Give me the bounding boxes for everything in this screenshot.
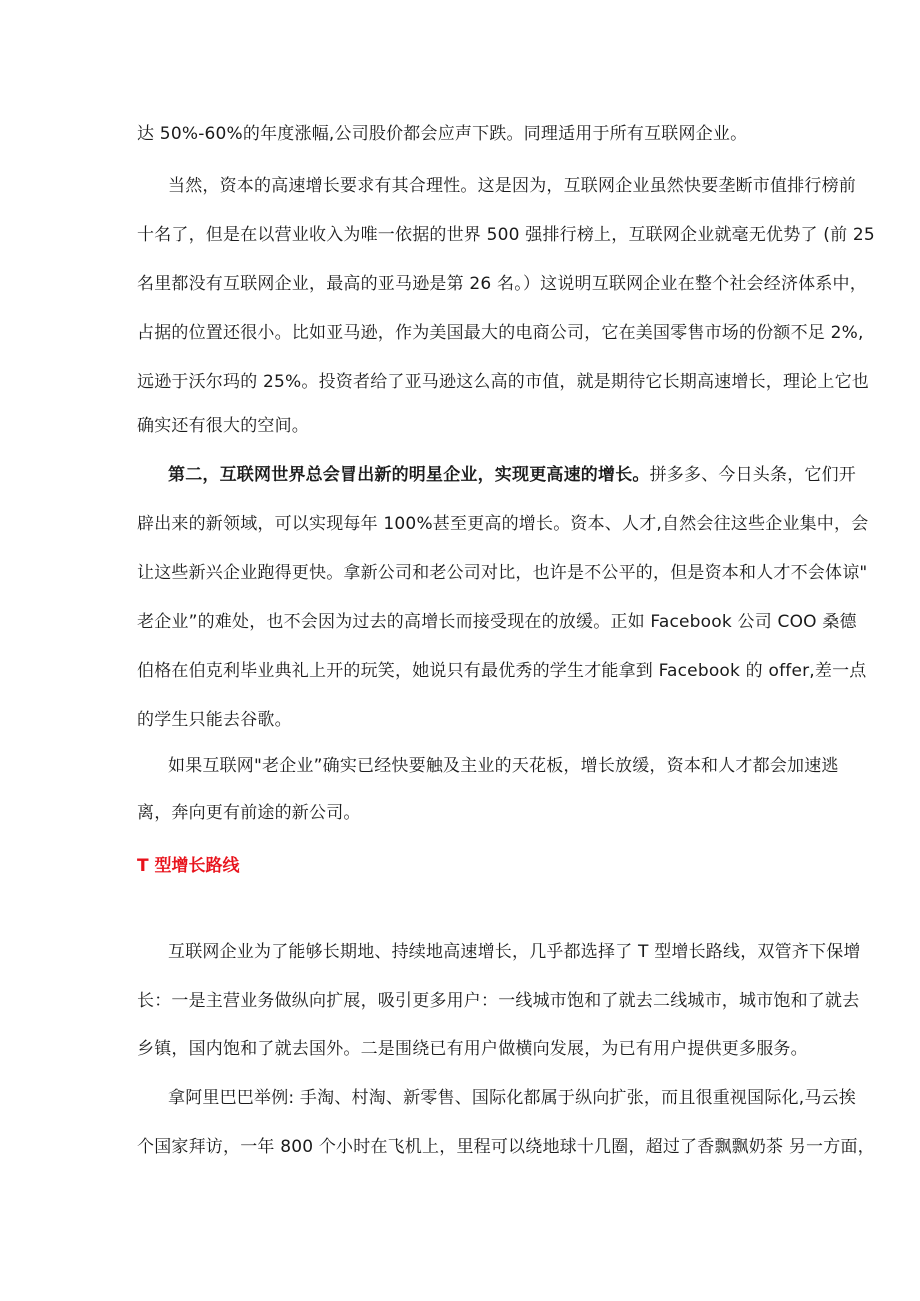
section-heading: T 型增长路线 — [137, 856, 240, 876]
text-line: 远逊于沃尔玛的 25%。投资者给了亚马逊这么高的市值，就是期待它长期高速增长，理论上它也 — [137, 372, 869, 392]
text-line: 当然，资本的高速增长要求有其合理性。这是因为，互联网企业虽然快要垄断市值排行榜前 — [168, 176, 856, 196]
text-line — [168, 464, 856, 486]
text-line: 辟出来的新领域，可以实现每年 100%甚至更高的增长。资本、人才,自然会往这些企业集中，会 — [137, 514, 869, 534]
text-line: 占据的位置还很小。比如亚马逊，作为美国最大的电商公司，它在美国零售市场的份额不足 2%, — [137, 323, 864, 343]
text-line: 伯格在伯克利毕业典礼上开的玩笑，她说只有最优秀的学生才能拿到 Facebook 的 offer,差一点 — [137, 661, 867, 681]
text-line: 确实还有很大的空间。 — [137, 416, 309, 436]
text-line: 长：一是主营业务做纵向扩展，吸引更多用户：一线城市饱和了就去二线城市，城市饱和了就去 — [137, 991, 860, 1011]
bold-lead-sentence: 第二，互联网世界总会冒出新的明星企业，实现更高速的增长。 — [168, 465, 650, 485]
text-line: 互联网企业为了能够长期地、持续地高速增长，几乎都选择了 T 型增长路线，双管齐下保增 — [168, 942, 861, 962]
text-line: 拿阿里巴巴举例: 手淘、村淘、新零售、国际化都属于纵向扩张，而且很重视国际化,马云挨 — [168, 1088, 856, 1108]
text-line: 乡镇，国内饱和了就去国外。二是围绕已有用户做横向发展，为已有用户提供更多服务。 — [137, 1039, 808, 1059]
text-line: 名里都没有互联网企业，最高的亚马逊是第 26 名。）这说明互联网企业在整个社会经济体系中， — [137, 274, 867, 294]
text-line: 离，奔向更有前途的新公司。 — [137, 803, 361, 823]
text-line: 如果互联网"老企业”确实已经快要触及主业的天花板，增长放缓，资本和人才都会加速逃 — [168, 756, 839, 776]
text-line: 老企业”的难处，也不会因为过去的高增长而接受现在的放缓。正如 Facebook 公司 COO 桑德 — [137, 612, 857, 632]
text-span: 拼多多、今日头条，它们开 — [649, 465, 857, 485]
text-line: 个国家拜访，一年 800 个小时在飞机上，里程可以绕地球十几圈，超过了香飘飘奶茶 另一方面， — [137, 1137, 875, 1157]
text-line: 的学生只能去谷歌。 — [137, 710, 292, 730]
text-line: 十名了，但是在以营业收入为唯一依据的世界 500 强排行榜上，互联网企业就毫无优势了 (前 25 — [137, 225, 875, 245]
text-line: 达 50%-60%的年度涨幅,公司股价都会应声下跌。同理适用于所有互联网企业。 — [137, 124, 748, 144]
text-line: 让这些新兴企业跑得更快。拿新公司和老公司对比，也许是不公平的，但是资本和人才不会体谅" — [137, 563, 868, 583]
